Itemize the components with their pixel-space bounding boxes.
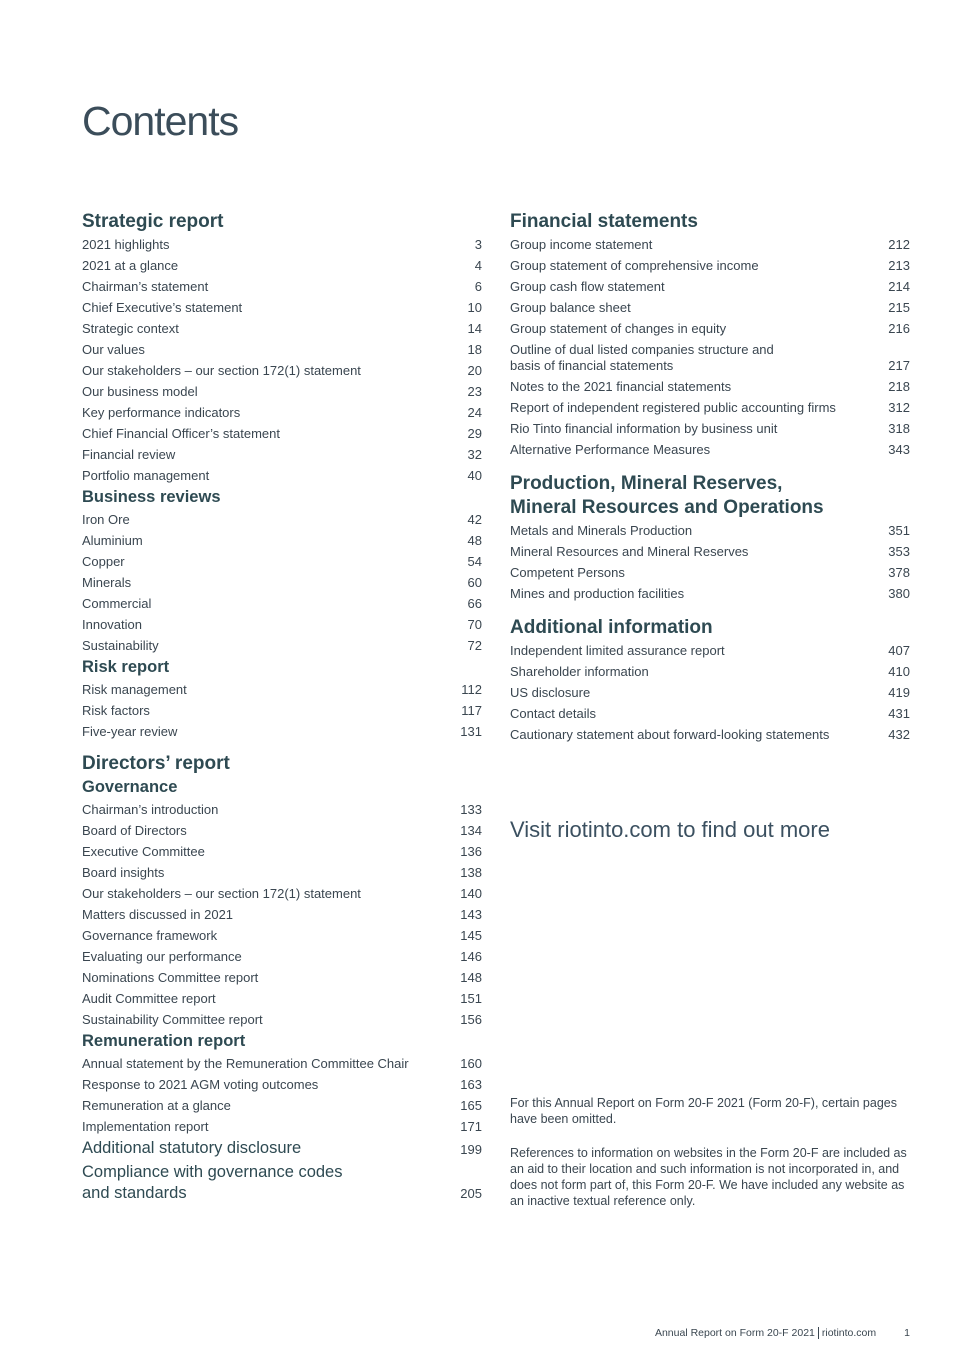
toc-entry[interactable] — [82, 700, 482, 721]
section-heading-additional-information[interactable]: Additional information — [510, 617, 713, 638]
toc-entry-label: Rio Tinto financial information by business unit — [510, 421, 778, 436]
toc-entry-page: 18 — [467, 342, 482, 357]
toc-entry-label — [510, 342, 774, 374]
toc-entry-page: 151 — [460, 991, 482, 1006]
toc-entry-page: 410 — [888, 664, 910, 679]
toc-entry-page: 163 — [460, 1077, 482, 1092]
toc-entry[interactable] — [510, 318, 910, 339]
toc-entry-label: Five-year review — [82, 724, 178, 739]
toc-entry[interactable] — [82, 360, 482, 381]
toc-entry[interactable] — [82, 946, 482, 967]
toc-entry[interactable] — [510, 541, 910, 562]
section-heading-directors-report[interactable]: Directors’ report — [82, 753, 230, 774]
business-list — [82, 509, 482, 656]
toc-entry[interactable] — [510, 640, 910, 661]
toc-entry-label: Our stakeholders – our section 172(1) statement — [82, 363, 361, 378]
toc-entry-label: Mines and production facilities — [510, 586, 685, 601]
toc-entry-page: 140 — [460, 886, 482, 901]
toc-entry-label: Aluminium — [82, 533, 143, 548]
toc-entry[interactable] — [510, 724, 910, 745]
toc-entry-label: Our business model — [82, 384, 198, 399]
toc-entry[interactable] — [510, 418, 910, 439]
toc-entry-page: 6 — [474, 279, 482, 294]
toc-entry-label: Alternative Performance Measures — [510, 442, 711, 457]
financial-list — [510, 234, 910, 339]
toc-entry-page: 419 — [888, 685, 910, 700]
toc-entry-page: 138 — [460, 865, 482, 880]
toc-entry[interactable] — [82, 820, 482, 841]
toc-entry-page: 143 — [460, 907, 482, 922]
toc-entry-page: 146 — [460, 949, 482, 964]
toc-entry[interactable] — [510, 562, 910, 583]
toc-entry[interactable] — [510, 439, 910, 460]
toc-entry-page: 70 — [467, 617, 482, 632]
additional-list — [510, 640, 910, 745]
toc-entry-page: 112 — [461, 682, 482, 697]
toc-entry[interactable] — [82, 925, 482, 946]
section-heading-risk-report[interactable]: Risk report — [82, 658, 170, 676]
toc-entry[interactable] — [510, 276, 910, 297]
toc-entry-page: 24 — [467, 405, 482, 420]
page-title: Contents — [82, 98, 239, 144]
toc-entry-page: 160 — [460, 1056, 482, 1071]
toc-entry-page: 217 — [888, 358, 910, 373]
toc-entry-label: Audit Committee report — [82, 991, 216, 1006]
toc-entry-label: Remuneration at a glance — [82, 1098, 231, 1113]
toc-entry[interactable] — [82, 635, 482, 656]
governance-list — [82, 799, 482, 1030]
toc-entry[interactable] — [510, 397, 910, 418]
section-heading-production[interactable] — [510, 472, 910, 520]
toc-entry-page: 134 — [460, 823, 482, 838]
toc-entry-label: Strategic context — [82, 321, 179, 336]
toc-entry[interactable] — [82, 572, 482, 593]
toc-entry[interactable] — [82, 444, 482, 465]
toc-entry-label: Financial review — [82, 447, 176, 462]
toc-entry[interactable] — [82, 988, 482, 1009]
toc-entry-label: Chief Financial Officer’s statement — [82, 426, 280, 441]
toc-entry[interactable] — [510, 583, 910, 604]
remuneration-list — [82, 1053, 482, 1137]
toc-entry-label: 2021 at a glance — [82, 258, 179, 273]
toc-entry-page: 54 — [467, 554, 482, 569]
toc-entry[interactable] — [82, 318, 482, 339]
toc-entry-page: 432 — [888, 727, 910, 742]
toc-entry-label: Innovation — [82, 617, 142, 632]
toc-entry-page: 318 — [888, 421, 910, 436]
toc-entry-page: 66 — [467, 596, 482, 611]
toc-entry[interactable] — [82, 402, 482, 423]
toc-entry-label: Report of independent registered public accounting firms — [510, 400, 836, 415]
section-heading-financial-statements[interactable]: Financial statements — [510, 211, 698, 232]
toc-entry-label: Matters discussed in 2021 — [82, 907, 234, 922]
toc-entry-page: 42 — [467, 512, 482, 527]
toc-entry-page: 20 — [467, 363, 482, 378]
toc-entry-label: Iron Ore — [82, 512, 130, 527]
website-references-note: References to information on websites in the Form 20-F are included as an aid to their location and such information is not incorporated in, and does not form part of, this Form 20-F. We have included any website as an inactive textual reference only. — [510, 1146, 907, 1208]
toc-entry[interactable] — [82, 381, 482, 402]
toc-entry-page: 199 — [460, 1142, 482, 1157]
toc-entry-label: Group cash flow statement — [510, 279, 665, 294]
toc-entry-page: 40 — [467, 468, 482, 483]
toc-entry[interactable] — [510, 297, 910, 318]
toc-entry-label: Board insights — [82, 865, 165, 880]
toc-entry-page: 212 — [888, 237, 910, 252]
toc-entry-page: 351 — [888, 523, 910, 538]
section-heading-business-reviews[interactable]: Business reviews — [82, 488, 221, 506]
toc-entry[interactable] — [82, 509, 482, 530]
toc-entry-label: Independent limited assurance report — [510, 643, 725, 658]
toc-entry-label: Notes to the 2021 financial statements — [510, 379, 732, 394]
toc-entry-label: Cautionary statement about forward-looking statements — [510, 727, 830, 742]
left-column — [82, 210, 482, 1204]
toc-entry-page: 353 — [888, 544, 910, 559]
toc-entry-page: 32 — [467, 447, 482, 462]
toc-entry-label: Competent Persons — [510, 565, 625, 580]
toc-entry[interactable] — [82, 276, 482, 297]
section-heading-remuneration-report[interactable]: Remuneration report — [82, 1032, 246, 1050]
toc-entry[interactable] — [510, 682, 910, 703]
toc-entry[interactable] — [82, 841, 482, 862]
toc-entry[interactable] — [82, 1095, 482, 1116]
toc-entry[interactable] — [510, 255, 910, 276]
toc-entry-page: 312 — [888, 400, 910, 415]
toc-entry-page: 3 — [474, 237, 482, 252]
toc-entry-dual-listed[interactable] — [510, 342, 910, 374]
toc-entry-page: 171 — [460, 1119, 482, 1134]
section-heading-strategic-report[interactable]: Strategic report — [82, 211, 224, 232]
toc-entry-label: 2021 highlights — [82, 237, 170, 252]
toc-entry-page: 14 — [467, 321, 482, 336]
toc-entry-page: 407 — [888, 643, 910, 658]
toc-entry[interactable] — [82, 883, 482, 904]
toc-entry[interactable] — [82, 904, 482, 925]
toc-entry-label: Group statement of comprehensive income — [510, 258, 759, 273]
toc-entry-label: Evaluating our performance — [82, 949, 242, 964]
toc-entry-page: 205 — [460, 1186, 482, 1201]
toc-entry[interactable] — [82, 297, 482, 318]
toc-entry-label: Chairman’s introduction — [82, 802, 219, 817]
section-heading-line2: Mineral Resources and Operations — [510, 497, 824, 518]
toc-entry-page: 4 — [474, 258, 482, 273]
toc-entry[interactable] — [82, 967, 482, 988]
toc-entry-page: 214 — [888, 279, 910, 294]
toc-entry[interactable] — [82, 799, 482, 820]
toc-entry-label: US disclosure — [510, 685, 591, 700]
footer-page-number: 1 — [904, 1327, 910, 1339]
toc-entry[interactable] — [82, 234, 482, 255]
toc-entry[interactable] — [510, 520, 910, 541]
toc-entry-label: Group income statement — [510, 237, 653, 252]
toc-entry-page: 215 — [888, 300, 910, 315]
toc-entry-page: 48 — [467, 533, 482, 548]
toc-entry-label — [82, 1162, 342, 1204]
toc-entry-label: Our values — [82, 342, 145, 357]
toc-entry[interactable] — [510, 376, 910, 397]
toc-entry-label: Risk management — [82, 682, 187, 697]
toc-entry-page: 213 — [888, 258, 910, 273]
toc-entry-label: Governance framework — [82, 928, 218, 943]
toc-entry-compliance[interactable] — [82, 1162, 482, 1204]
toc-entry-page: 136 — [460, 844, 482, 859]
toc-entry-page: 29 — [467, 426, 482, 441]
toc-entry[interactable] — [82, 339, 482, 360]
toc-entry-label: Implementation report — [82, 1119, 209, 1134]
omitted-pages-note: For this Annual Report on Form 20-F 2021 (Form 20-F), certain pages have been omitted. — [510, 1096, 897, 1126]
toc-entry-label: Executive Committee — [82, 844, 205, 859]
toc-entry-page: 165 — [460, 1098, 482, 1113]
footer-divider — [818, 1327, 819, 1339]
toc-entry-label: Metals and Minerals Production — [510, 523, 693, 538]
toc-entry-label: Minerals — [82, 575, 132, 590]
toc-entry-page: 131 — [460, 724, 482, 739]
toc-entry[interactable] — [82, 862, 482, 883]
toc-entry-label: Response to 2021 AGM voting outcomes — [82, 1077, 319, 1092]
toc-entry-page: 10 — [467, 300, 482, 315]
toc-entry-label: Board of Directors — [82, 823, 187, 838]
toc-entry[interactable] — [82, 614, 482, 635]
footer-site-link[interactable]: riotinto.com — [821, 1327, 877, 1339]
toc-entry-label: Chief Executive’s statement — [82, 300, 243, 315]
toc-entry-label: Key performance indicators — [82, 405, 241, 420]
toc-entry-label-line1: Compliance with governance codes — [82, 1163, 343, 1181]
risk-list — [82, 679, 482, 742]
toc-entry[interactable] — [82, 1009, 482, 1030]
toc-entry[interactable] — [82, 255, 482, 276]
toc-entry-label: Risk factors — [82, 703, 150, 718]
toc-entry-page: 72 — [467, 638, 482, 653]
toc-entry-label: Mineral Resources and Mineral Reserves — [510, 544, 749, 559]
toc-entry-page: 23 — [467, 384, 482, 399]
toc-entry-page: 60 — [467, 575, 482, 590]
footer-publication — [655, 1327, 876, 1339]
toc-entry-label: Group statement of changes in equity — [510, 321, 727, 336]
toc-entry-page: 117 — [461, 703, 482, 718]
toc-entry-page: 343 — [888, 442, 910, 457]
toc-entry[interactable] — [82, 465, 482, 486]
toc-entry-label: Group balance sheet — [510, 300, 631, 315]
section-heading-governance[interactable]: Governance — [82, 778, 178, 796]
toc-entry-label: Nominations Committee report — [82, 970, 259, 985]
toc-entry-page: 218 — [888, 379, 910, 394]
financial-list-2 — [510, 376, 910, 460]
toc-entry-page: 148 — [460, 970, 482, 985]
visit-website-link[interactable]: Visit riotinto.com to find out more — [510, 817, 830, 842]
toc-entry-label: Sustainability Committee report — [82, 1012, 263, 1027]
production-list — [510, 520, 910, 604]
toc-entry-label: Portfolio management — [82, 468, 210, 483]
section-heading-line1: Production, Mineral Reserves, — [510, 473, 783, 494]
footer-report-title: Annual Report on Form 20-F 2021 — [654, 1327, 815, 1339]
toc-entry-label: Annual statement by the Remuneration Committee Chair — [82, 1056, 409, 1071]
toc-entry-page: 156 — [460, 1012, 482, 1027]
toc-entry-label: Shareholder information — [510, 664, 649, 679]
toc-entry-label: Sustainability — [82, 638, 159, 653]
toc-entry[interactable] — [82, 1053, 482, 1074]
toc-entry[interactable] — [510, 703, 910, 724]
toc-entry-label-line1: Outline of dual listed companies structure and — [510, 342, 774, 357]
toc-entry-label: Additional statutory disclosure — [82, 1139, 302, 1157]
toc-entry-label-line2: basis of financial statements — [510, 358, 674, 373]
toc-entry-page: 380 — [888, 586, 910, 601]
toc-entry[interactable] — [82, 593, 482, 614]
page-footer — [655, 1327, 910, 1339]
toc-entry[interactable] — [82, 1074, 482, 1095]
toc-entry-label: Our stakeholders – our section 172(1) statement — [82, 886, 361, 901]
toc-entry-label: Copper — [82, 554, 125, 569]
right-column — [510, 210, 910, 745]
toc-entry[interactable] — [82, 1116, 482, 1137]
toc-entry[interactable] — [82, 721, 482, 742]
toc-entry-page: 431 — [888, 706, 910, 721]
toc-entry-label: Chairman’s statement — [82, 279, 209, 294]
toc-entry[interactable] — [82, 679, 482, 700]
toc-entry[interactable] — [510, 234, 910, 255]
toc-entry-page: 145 — [460, 928, 482, 943]
toc-entry[interactable] — [82, 551, 482, 572]
toc-entry-label: Commercial — [82, 596, 152, 611]
toc-entry-page: 133 — [460, 802, 482, 817]
toc-entry-label: Contact details — [510, 706, 596, 721]
toc-entry-page: 378 — [888, 565, 910, 580]
toc-entry-label-line2: and standards — [82, 1184, 187, 1202]
toc-entry-page: 216 — [888, 321, 910, 336]
toc-entry[interactable] — [82, 530, 482, 551]
toc-entry[interactable] — [82, 423, 482, 444]
toc-entry-additional-statutory[interactable] — [82, 1137, 482, 1160]
toc-entry[interactable] — [510, 661, 910, 682]
strategic-list — [82, 234, 482, 486]
